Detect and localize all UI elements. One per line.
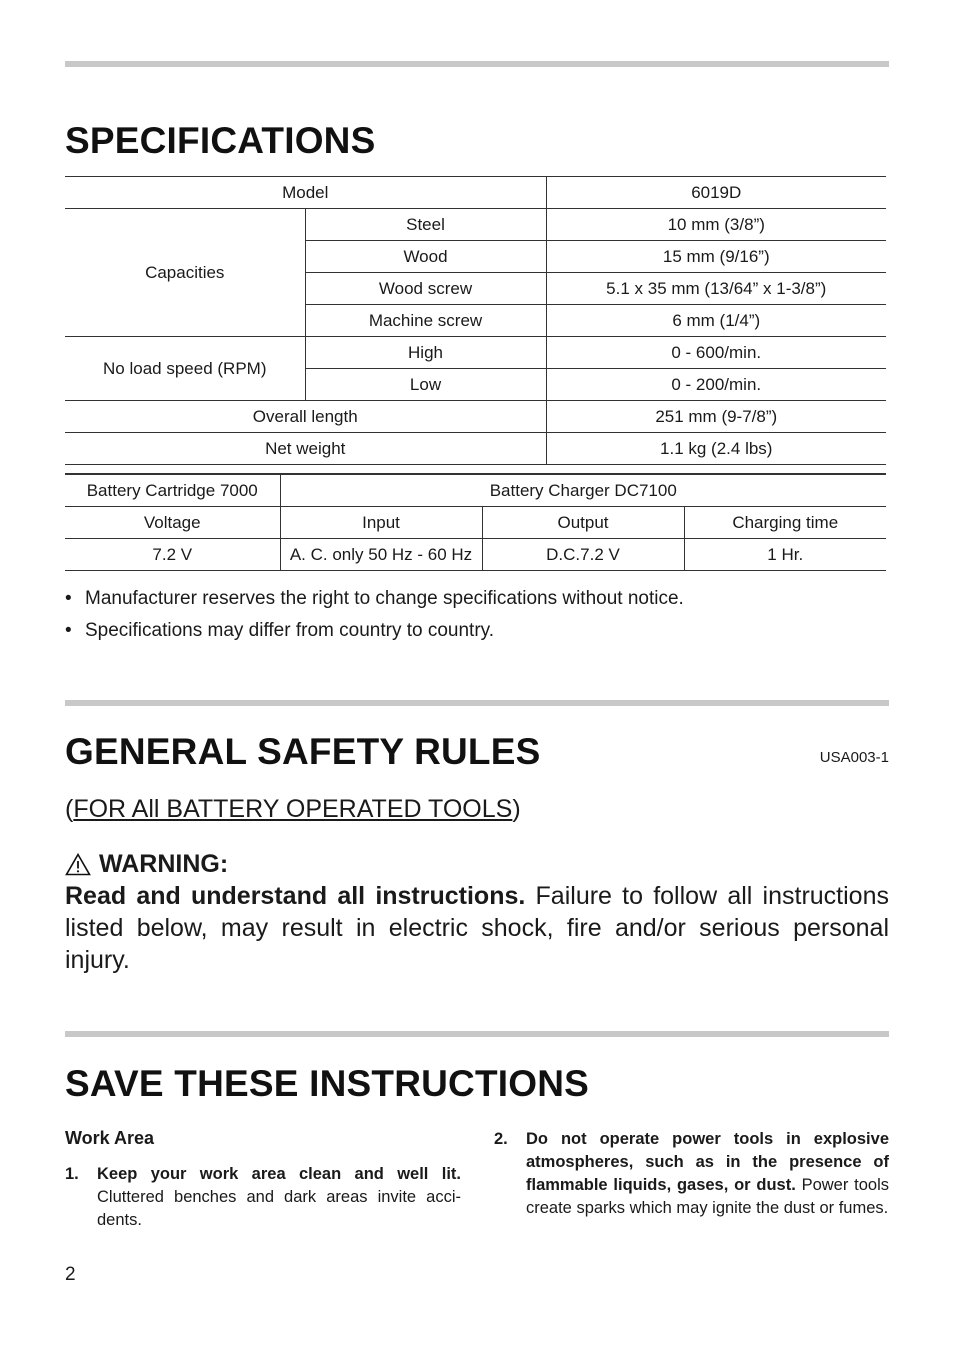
- list-item: • Specifications may differ from country to country.: [65, 620, 684, 642]
- specifications-heading: SPECIFICATIONS: [65, 120, 376, 161]
- capacity-label: Wood screw: [305, 273, 546, 305]
- weight-label: Net weight: [65, 433, 546, 465]
- warning-label: WARNING:: [99, 850, 229, 878]
- capacity-value: 5.1 x 35 mm (13/64” x 1-3/8”): [546, 273, 886, 305]
- instruction-item: [65, 1163, 461, 1232]
- speed-value: 0 - 200/min.: [546, 369, 886, 401]
- warning-header: [65, 850, 228, 879]
- speed-value: 0 - 600/min.: [546, 337, 886, 369]
- length-label: Overall length: [65, 401, 546, 433]
- safety-heading: GENERAL SAFETY RULES: [65, 731, 541, 772]
- subtitle-text: FOR All BATTERY OPERATED TOOLS: [73, 795, 513, 823]
- capacity-value: 6 mm (1/4”): [546, 305, 886, 337]
- table-cell: 1 Hr.: [684, 539, 886, 571]
- item-bold: Keep your work area clean and well lit.: [97, 1165, 461, 1183]
- warning-detail: Failure to follow all instructions listed below, may result in electric shock, fire and/or serious personal injury.: [65, 882, 889, 974]
- table-row: [65, 177, 886, 209]
- model-value: 6019D: [546, 177, 886, 209]
- table-row: [65, 209, 886, 241]
- cartridge-label: Battery Cartridge 7000: [65, 475, 280, 507]
- section-rule: [65, 700, 889, 706]
- item-detail: Power tools create sparks which may ignite the dust or fumes.: [526, 1176, 889, 1217]
- document-code: USA003-1: [819, 749, 889, 766]
- list-item: • Manufacturer reserves the right to change specifications without notice.: [65, 588, 684, 610]
- column-header: Input: [280, 507, 482, 539]
- table-row: [65, 475, 886, 507]
- capacity-label: Machine screw: [305, 305, 546, 337]
- capacity-value: 15 mm (9/16”): [546, 241, 886, 273]
- item-text: [526, 1128, 889, 1220]
- charger-label: Battery Charger DC7100: [280, 475, 886, 507]
- length-value: 251 mm (9-7/8”): [546, 401, 886, 433]
- table-row: [65, 433, 886, 465]
- top-rule: [65, 61, 889, 67]
- model-label: Model: [65, 177, 546, 209]
- weight-value: 1.1 kg (2.4 lbs): [546, 433, 886, 465]
- item-text: [97, 1163, 461, 1232]
- notes-list: [65, 588, 684, 652]
- table-cell: A. C. only 50 Hz - 60 Hz: [280, 539, 482, 571]
- item-number: 2.: [494, 1130, 508, 1148]
- item-number: 1.: [65, 1165, 79, 1183]
- instruction-item: [494, 1128, 889, 1220]
- battery-table: [65, 473, 886, 571]
- table-row: [65, 507, 886, 539]
- capacity-value: 10 mm (3/8”): [546, 209, 886, 241]
- warning-bold: Read and understand all instructions.: [65, 882, 526, 910]
- speed-mode-label: Low: [305, 369, 546, 401]
- paren-open: (: [65, 795, 74, 823]
- table-row: [65, 401, 886, 433]
- specifications-table: [65, 176, 886, 465]
- item-detail: Cluttered benches and dark areas invite acci-dents.: [97, 1188, 461, 1229]
- capacity-label: Steel: [305, 209, 546, 241]
- speed-label: No load speed (RPM): [65, 337, 305, 401]
- capacities-label: Capacities: [65, 209, 305, 337]
- save-heading: SAVE THESE INSTRUCTIONS: [65, 1063, 590, 1104]
- column-header: Charging time: [684, 507, 886, 539]
- warning-text: [65, 880, 889, 976]
- column-header: Voltage: [65, 507, 280, 539]
- work-area-heading: Work Area: [65, 1128, 155, 1148]
- page-number: 2: [65, 1264, 76, 1285]
- speed-mode-label: High: [305, 337, 546, 369]
- table-cell: 7.2 V: [65, 539, 280, 571]
- capacity-label: Wood: [305, 241, 546, 273]
- column-header: Output: [482, 507, 684, 539]
- item-bold: Do not operate power tools in explosive atmospheres, such as in the presence of flammable liquids, gases, or dust.: [526, 1130, 889, 1194]
- table-row: [65, 539, 886, 571]
- warning-triangle-icon: [65, 853, 91, 876]
- table-cell: D.C.7.2 V: [482, 539, 684, 571]
- table-row: [65, 337, 886, 369]
- paren-close: ): [512, 795, 521, 823]
- safety-subtitle: [65, 795, 521, 824]
- section-rule: [65, 1031, 889, 1037]
